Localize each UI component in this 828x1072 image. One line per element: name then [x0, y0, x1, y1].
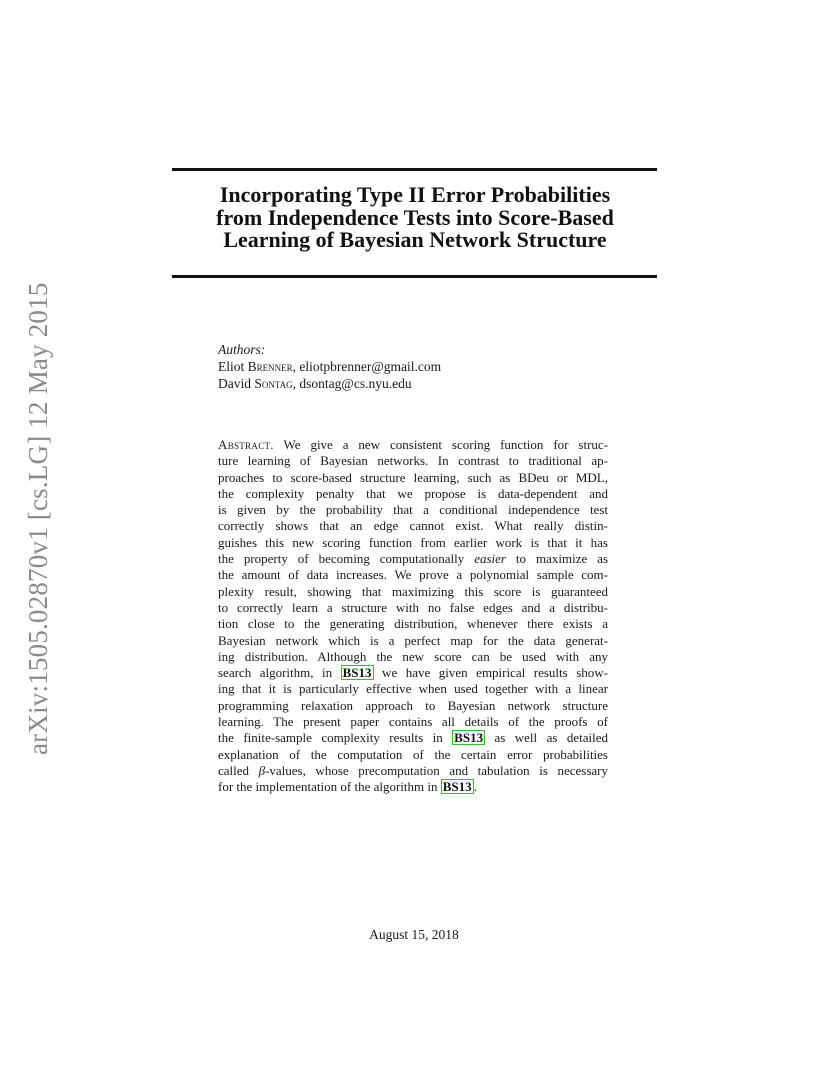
- abstract: [218, 437, 608, 796]
- title-rule-top: [172, 168, 657, 171]
- abstract-line: the finite-sample complexity results in BS13 as well as detailed: [218, 730, 608, 746]
- author-first-name: Eliot: [218, 359, 248, 374]
- abstract-line: Abstract. We give a new consistent scoring function for struc-: [218, 437, 608, 452]
- author-last-name: Brenner: [247, 359, 293, 374]
- title-line-1: Incorporating Type II Error Probabilities: [219, 182, 611, 207]
- abstract-line: Bayesian network which is a perfect map for the data generat-: [218, 632, 608, 648]
- title-rule-bottom: [172, 275, 657, 278]
- abstract-line: tion close to the generating distribution, whenever there exists a: [218, 616, 608, 632]
- abstract-line: called β-values, whose precomputation and tabulation is necessary: [218, 762, 608, 778]
- paper-title: [150, 184, 680, 252]
- abstract-line: for the implementation of the algorithm in BS13 .: [218, 779, 477, 795]
- abstract-line: ing that it is particularly effective when used together with a linear: [218, 681, 608, 697]
- abstract-line: search algorithm, in BS13 we have given empirical results show-: [218, 665, 608, 681]
- author-first-name: David: [218, 376, 255, 391]
- abstract-line: guishes this new scoring function from earlier work is that it has: [218, 534, 608, 550]
- emphasis-easier: easier: [474, 551, 506, 567]
- abstract-line: correctly shows that an edge cannot exist. What really distin-: [218, 518, 608, 534]
- abstract-line: proaches to score-based structure learning, such as BDeu or MDL,: [218, 469, 608, 485]
- abstract-line: the complexity penalty that we propose is data-dependent and: [218, 485, 608, 501]
- abstract-line: the property of becoming computationally easier to maximize as: [218, 551, 609, 567]
- author-email: , dsontag@cs.nyu.edu: [292, 376, 412, 391]
- abstract-line: the amount of data increases. We prove a polynomial sample com-: [218, 567, 608, 583]
- authors-block: [218, 341, 638, 392]
- author-email: , eliotpbrenner@gmail.com: [292, 359, 442, 374]
- abstract-line: to correctly learn a structure with no false edges and a distribu-: [218, 599, 608, 615]
- author-last-name: Sontag: [254, 376, 293, 391]
- beta-symbol: β: [258, 762, 266, 778]
- citation-link[interactable]: BS13: [342, 665, 372, 681]
- abstract-line: ing distribution. Although the new score can be used with any: [218, 648, 608, 664]
- abstract-heading: Abstract.: [218, 437, 274, 452]
- author-entry: [218, 358, 638, 375]
- abstract-line: explanation of the computation of the certain error probabilities: [218, 746, 608, 762]
- title-line-2: from Independence Tests into Score-Based: [216, 204, 614, 230]
- document-date: August 15, 2018: [369, 927, 459, 942]
- abstract-line: plexity result, showing that maximizing this score is guaranteed: [218, 583, 608, 599]
- arxiv-identifier: arXiv:1505.02870v1 [cs.LG] 12 May 2015: [23, 282, 53, 755]
- citation-link[interactable]: BS13: [454, 730, 484, 746]
- abstract-line: programming relaxation approach to Bayesian network structure: [218, 697, 608, 713]
- authors-label: Authors:: [218, 342, 266, 357]
- author-entry: [218, 375, 638, 392]
- abstract-line: ture learning of Bayesian networks. In contrast to traditional ap-: [218, 453, 608, 469]
- abstract-line: learning. The present paper contains all details of the proofs of: [218, 714, 608, 730]
- abstract-line: is given by the probability that a conditional independence test: [218, 502, 608, 518]
- title-line-3: Learning of Bayesian Network Structure: [223, 227, 607, 252]
- citation-link[interactable]: BS13: [442, 779, 472, 795]
